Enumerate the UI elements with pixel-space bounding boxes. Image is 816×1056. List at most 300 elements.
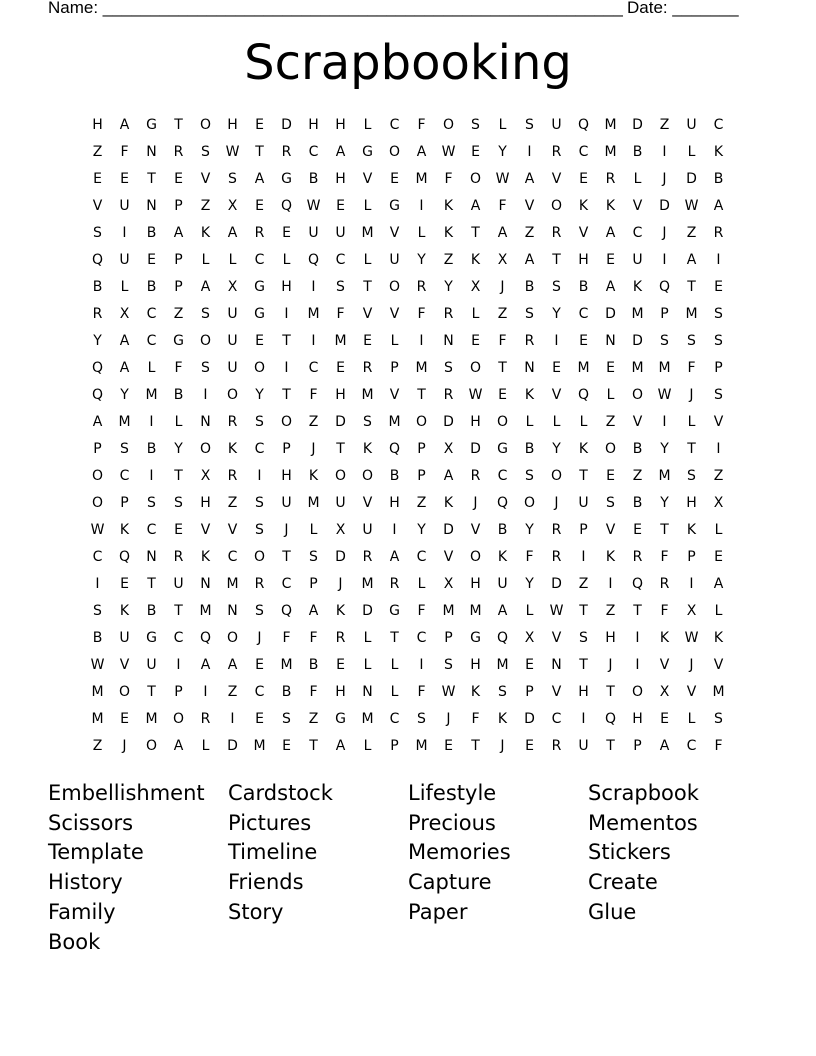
grid-letter: H	[200, 494, 211, 511]
grid-letter: S	[417, 710, 426, 727]
grid-letter: F	[309, 386, 318, 403]
grid-letter: N	[146, 143, 157, 160]
grid-letter: S	[120, 440, 129, 457]
grid-letter: V	[632, 197, 643, 214]
grid-letter: R	[254, 575, 265, 592]
grid-letter: K	[605, 197, 616, 214]
grid-letter: Z	[605, 602, 616, 619]
grid-letter: C	[119, 467, 130, 484]
grid-letter: S	[444, 359, 453, 376]
grid-letter: K	[227, 440, 238, 457]
grid-letter: U	[146, 656, 157, 673]
grid-letter: R	[443, 305, 454, 322]
grid-letter: Y	[525, 521, 534, 538]
grid-row	[84, 219, 732, 246]
grid-letter: K	[659, 629, 670, 646]
grid-letter: I	[635, 629, 640, 646]
grid-letter: P	[417, 440, 426, 457]
grid-letter: X	[335, 521, 346, 538]
grid-letter: M	[604, 116, 617, 133]
grid-letter: X	[119, 305, 130, 322]
grid-letter: K	[578, 197, 589, 214]
grid-letter: Q	[496, 629, 509, 646]
grid-letter: S	[552, 278, 561, 295]
grid-letter: L	[687, 413, 696, 430]
grid-letter: Q	[307, 251, 320, 268]
grid-letter: K	[632, 278, 643, 295]
grid-letter: U	[119, 197, 130, 214]
grid-letter: O	[334, 467, 347, 484]
grid-letter: X	[227, 197, 238, 214]
grid-letter: A	[497, 602, 508, 619]
grid-letter: U	[173, 575, 184, 592]
grid-letter: A	[200, 278, 211, 295]
grid-letter: L	[606, 386, 615, 403]
grid-letter: L	[120, 278, 129, 295]
grid-letter: U	[578, 494, 589, 511]
grid-letter: H	[578, 683, 589, 700]
grid-letter: T	[309, 737, 318, 754]
grid-letter: O	[361, 467, 374, 484]
word-bank-item: Paper	[408, 900, 468, 925]
grid-letter: M	[145, 710, 158, 727]
grid-letter: E	[282, 224, 291, 241]
grid-letter: L	[363, 629, 372, 646]
grid-letter: T	[687, 440, 696, 457]
grid-letter: E	[606, 251, 615, 268]
grid-letter: L	[309, 521, 318, 538]
grid-letter: L	[228, 251, 237, 268]
grid-letter: R	[227, 413, 238, 430]
grid-letter: P	[174, 683, 183, 700]
grid-letter: Q	[577, 116, 590, 133]
grid-row	[84, 489, 732, 516]
grid-letter: C	[389, 710, 400, 727]
grid-letter: S	[687, 467, 696, 484]
grid-letter: C	[686, 737, 697, 754]
grid-letter: S	[255, 413, 264, 430]
grid-letter: I	[311, 278, 316, 295]
grid-letter: I	[311, 332, 316, 349]
grid-letter: Y	[255, 386, 264, 403]
grid-letter: E	[552, 359, 561, 376]
grid-letter: V	[200, 521, 211, 538]
grid-letter: L	[417, 575, 426, 592]
grid-letter: S	[606, 494, 615, 511]
grid-letter: E	[174, 521, 183, 538]
grid-letter: K	[497, 710, 508, 727]
grid-letter: B	[92, 278, 103, 295]
grid-letter: E	[660, 710, 669, 727]
grid-letter: V	[551, 170, 562, 187]
grid-letter: Y	[174, 440, 183, 457]
grid-letter: B	[146, 602, 157, 619]
grid-letter: Q	[604, 710, 617, 727]
grid-letter: E	[498, 386, 507, 403]
grid-letter: C	[713, 116, 724, 133]
grid-letter: V	[578, 224, 589, 241]
grid-letter: U	[497, 575, 508, 592]
grid-letter: L	[714, 602, 723, 619]
grid-letter: O	[415, 413, 428, 430]
grid-letter: T	[633, 602, 642, 619]
grid-letter: Z	[227, 494, 238, 511]
grid-letter: H	[605, 629, 616, 646]
grid-letter: X	[497, 251, 508, 268]
grid-row	[84, 273, 732, 300]
grid-letter: T	[606, 737, 615, 754]
word-bank-item: Story	[228, 900, 284, 925]
grid-letter: L	[525, 602, 534, 619]
grid-letter: W	[441, 143, 456, 160]
grid-letter: G	[362, 143, 373, 160]
grid-letter: C	[146, 332, 157, 349]
grid-letter: V	[200, 170, 211, 187]
grid-letter: L	[525, 413, 534, 430]
grid-letter: A	[605, 278, 616, 295]
grid-letter: C	[227, 548, 238, 565]
grid-letter: O	[604, 440, 617, 457]
grid-letter: Z	[632, 467, 643, 484]
grid-row	[84, 678, 732, 705]
grid-letter: F	[417, 683, 426, 700]
grid-letter: R	[470, 467, 481, 484]
grid-letter: M	[334, 332, 347, 349]
grid-letter: Z	[497, 305, 508, 322]
grid-letter: O	[550, 197, 563, 214]
grid-letter: G	[173, 332, 184, 349]
grid-letter: M	[658, 359, 671, 376]
grid-letter: J	[311, 440, 316, 457]
grid-letter: D	[362, 602, 373, 619]
grid-letter: X	[524, 629, 535, 646]
grid-row	[84, 435, 732, 462]
grid-letter: G	[254, 305, 265, 322]
grid-letter: I	[662, 413, 667, 430]
grid-letter: D	[281, 116, 292, 133]
grid-letter: T	[363, 278, 372, 295]
grid-letter: R	[605, 170, 616, 187]
grid-letter: A	[308, 602, 319, 619]
grid-letter: L	[687, 143, 696, 160]
grid-letter: D	[686, 170, 697, 187]
grid-letter: D	[659, 197, 670, 214]
grid-letter: Y	[498, 143, 507, 160]
grid-letter: N	[551, 656, 562, 673]
grid-letter: C	[254, 440, 265, 457]
grid-letter: Z	[92, 737, 103, 754]
grid-letter: L	[417, 224, 426, 241]
grid-letter: S	[363, 413, 372, 430]
word-bank	[48, 778, 768, 957]
grid-letter: T	[282, 332, 291, 349]
grid-letter: A	[173, 737, 184, 754]
grid-letter: T	[660, 521, 669, 538]
grid-row	[84, 138, 732, 165]
grid-letter: B	[281, 683, 292, 700]
grid-letter: O	[469, 548, 482, 565]
grid-letter: T	[687, 278, 696, 295]
grid-row	[84, 462, 732, 489]
grid-letter: T	[579, 656, 588, 673]
grid-letter: K	[470, 251, 481, 268]
grid-letter: X	[443, 440, 454, 457]
grid-letter: H	[92, 116, 103, 133]
grid-letter: D	[335, 548, 346, 565]
grid-letter: Z	[173, 305, 184, 322]
grid-letter: J	[473, 494, 478, 511]
grid-letter: K	[200, 548, 211, 565]
grid-letter: U	[632, 251, 643, 268]
grid-letter: M	[712, 683, 725, 700]
grid-letter: B	[146, 440, 157, 457]
grid-letter: H	[281, 278, 292, 295]
grid-letter: B	[146, 278, 157, 295]
grid-letter: D	[470, 440, 481, 457]
grid-letter: E	[606, 467, 615, 484]
grid-letter: S	[444, 656, 453, 673]
grid-letter: T	[390, 629, 399, 646]
grid-letter: Z	[605, 413, 616, 430]
grid-letter: Z	[443, 251, 454, 268]
grid-letter: J	[689, 386, 694, 403]
grid-letter: W	[90, 656, 105, 673]
grid-letter: R	[632, 548, 643, 565]
grid-letter: A	[335, 143, 346, 160]
grid-letter: M	[631, 305, 644, 322]
grid-letter: M	[145, 386, 158, 403]
grid-letter: A	[497, 224, 508, 241]
grid-letter: E	[390, 170, 399, 187]
grid-letter: F	[498, 332, 507, 349]
grid-letter: K	[686, 521, 697, 538]
grid-letter: A	[119, 116, 130, 133]
grid-letter: O	[469, 170, 482, 187]
grid-letter: S	[93, 602, 102, 619]
grid-letter: E	[606, 359, 615, 376]
word-bank-row	[48, 897, 768, 927]
grid-letter: A	[389, 548, 400, 565]
grid-row	[84, 624, 732, 651]
word-bank-row	[48, 927, 768, 957]
word-bank-item: Cardstock	[228, 780, 333, 805]
grid-letter: W	[441, 683, 456, 700]
grid-letter: K	[713, 629, 724, 646]
grid-letter: R	[173, 143, 184, 160]
grid-letter: A	[254, 170, 265, 187]
word-bank-item: Stickers	[588, 840, 671, 865]
grid-letter: X	[713, 494, 724, 511]
grid-letter: V	[713, 656, 724, 673]
grid-letter: F	[687, 359, 696, 376]
grid-letter: E	[579, 170, 588, 187]
grid-letter: A	[119, 359, 130, 376]
grid-letter: Z	[659, 116, 670, 133]
grid-letter: I	[122, 224, 127, 241]
grid-letter: E	[255, 116, 264, 133]
grid-letter: E	[336, 359, 345, 376]
grid-letter: X	[470, 278, 481, 295]
grid-letter: T	[255, 143, 264, 160]
word-bank-item: Create	[588, 870, 658, 895]
grid-letter: A	[173, 224, 184, 241]
grid-letter: U	[308, 224, 319, 241]
grid-letter: Y	[417, 251, 426, 268]
grid-letter: L	[147, 359, 156, 376]
grid-letter: D	[605, 305, 616, 322]
grid-letter: A	[227, 224, 238, 241]
grid-letter: E	[336, 656, 345, 673]
grid-letter: H	[227, 116, 238, 133]
grid-letter: P	[93, 440, 102, 457]
grid-letter: O	[442, 116, 455, 133]
word-bank-row	[48, 867, 768, 897]
grid-letter: R	[389, 575, 400, 592]
grid-letter: A	[200, 656, 211, 673]
grid-letter: T	[417, 386, 426, 403]
word-bank-row	[48, 838, 768, 868]
grid-letter: P	[174, 251, 183, 268]
grid-letter: M	[631, 359, 644, 376]
grid-letter: E	[579, 332, 588, 349]
grid-letter: Q	[658, 278, 671, 295]
grid-letter: U	[281, 494, 292, 511]
grid-letter: H	[686, 494, 697, 511]
grid-letter: R	[551, 143, 562, 160]
grid-letter: N	[146, 548, 157, 565]
grid-letter: L	[201, 251, 210, 268]
grid-letter: E	[120, 170, 129, 187]
grid-letter: I	[716, 251, 721, 268]
grid-letter: M	[361, 710, 374, 727]
grid-letter: E	[255, 332, 264, 349]
grid-letter: C	[146, 521, 157, 538]
grid-letter: I	[284, 305, 289, 322]
grid-letter: A	[659, 737, 670, 754]
grid-letter: I	[527, 143, 532, 160]
grid-row	[84, 705, 732, 732]
grid-letter: F	[660, 548, 669, 565]
grid-letter: S	[525, 467, 534, 484]
grid-letter: Q	[280, 197, 293, 214]
grid-letter: B	[308, 656, 319, 673]
grid-letter: E	[282, 737, 291, 754]
grid-letter: O	[253, 548, 266, 565]
grid-letter: T	[282, 386, 291, 403]
grid-letter: O	[469, 359, 482, 376]
grid-letter: T	[498, 359, 507, 376]
grid-letter: C	[308, 143, 319, 160]
grid-letter: J	[662, 224, 667, 241]
grid-letter: I	[203, 386, 208, 403]
grid-letter: D	[632, 116, 643, 133]
grid-letter: Z	[524, 224, 535, 241]
grid-letter: A	[335, 737, 346, 754]
grid-row	[84, 111, 732, 138]
grid-letter: P	[120, 494, 129, 511]
grid-letter: H	[281, 467, 292, 484]
grid-letter: W	[684, 197, 699, 214]
grid-letter: O	[253, 359, 266, 376]
grid-letter: T	[471, 224, 480, 241]
grid-letter: K	[605, 548, 616, 565]
grid-letter: X	[227, 278, 238, 295]
grid-letter: I	[581, 548, 586, 565]
grid-letter: C	[281, 575, 292, 592]
grid-letter: E	[120, 575, 129, 592]
grid-letter: K	[443, 494, 454, 511]
grid-letter: S	[498, 683, 507, 700]
grid-letter: I	[689, 575, 694, 592]
grid-letter: I	[149, 467, 154, 484]
grid-letter: M	[604, 143, 617, 160]
grid-letter: I	[662, 251, 667, 268]
grid-letter: U	[335, 494, 346, 511]
grid-letter: D	[443, 521, 454, 538]
grid-row	[84, 192, 732, 219]
grid-letter: L	[579, 413, 588, 430]
grid-letter: C	[308, 359, 319, 376]
grid-letter: Z	[308, 413, 319, 430]
grid-letter: K	[362, 440, 373, 457]
grid-letter: Y	[552, 440, 561, 457]
grid-row	[84, 543, 732, 570]
grid-letter: W	[684, 629, 699, 646]
grid-letter: S	[714, 386, 723, 403]
grid-letter: M	[685, 305, 698, 322]
grid-letter: K	[443, 224, 454, 241]
grid-letter: J	[338, 575, 343, 592]
grid-row	[84, 165, 732, 192]
grid-letter: T	[147, 683, 156, 700]
grid-letter: G	[335, 710, 346, 727]
grid-letter: N	[200, 413, 211, 430]
grid-letter: D	[443, 413, 454, 430]
grid-letter: I	[392, 521, 397, 538]
grid-letter: R	[362, 548, 373, 565]
grid-letter: R	[173, 548, 184, 565]
grid-letter: M	[91, 683, 104, 700]
grid-letter: F	[471, 710, 480, 727]
grid-letter: T	[282, 548, 291, 565]
grid-letter: R	[92, 305, 103, 322]
grid-letter: C	[416, 629, 427, 646]
date-field-label: Date: _______	[627, 0, 739, 17]
grid-letter: B	[146, 224, 157, 241]
grid-letter: K	[200, 224, 211, 241]
grid-row	[84, 597, 732, 624]
grid-row	[84, 408, 732, 435]
grid-letter: H	[335, 683, 346, 700]
grid-letter: W	[495, 170, 510, 187]
word-bank-item: Timeline	[228, 840, 318, 865]
grid-letter: G	[470, 629, 481, 646]
grid-letter: D	[524, 710, 535, 727]
grid-letter: V	[551, 629, 562, 646]
word-bank-item: Capture	[408, 870, 492, 895]
grid-letter: O	[496, 413, 509, 430]
grid-letter: U	[551, 116, 562, 133]
grid-letter: I	[635, 656, 640, 673]
grid-letter: I	[419, 197, 424, 214]
grid-row	[84, 651, 732, 678]
grid-letter: P	[390, 737, 399, 754]
grid-letter: Y	[552, 305, 561, 322]
grid-letter: N	[200, 575, 211, 592]
grid-letter: C	[92, 548, 103, 565]
grid-letter: G	[497, 440, 508, 457]
word-bank-item: Friends	[228, 870, 304, 895]
